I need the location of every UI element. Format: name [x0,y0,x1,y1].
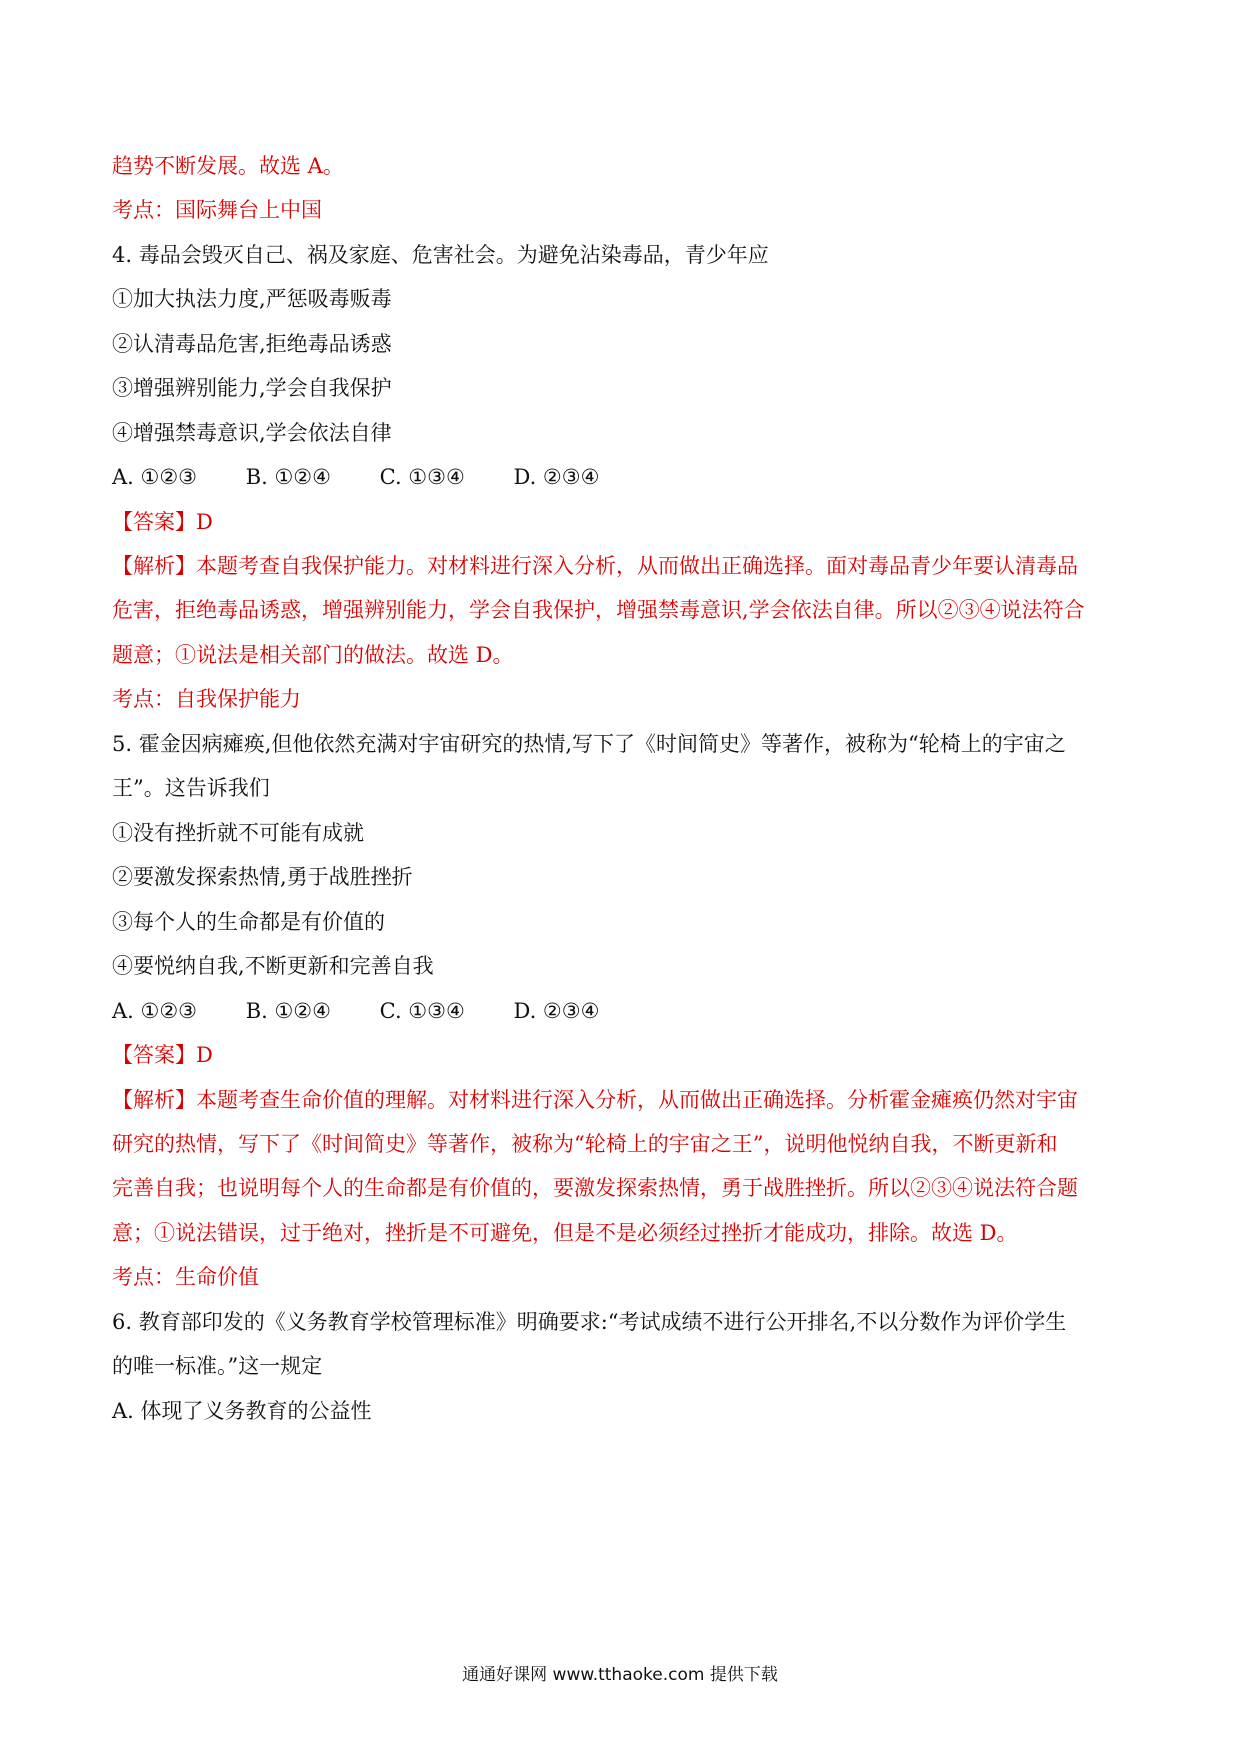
question-4-item: ①加大执法力度,严惩吸毒贩毒 [112,287,392,311]
question-5-stem: 王”。这告诉我们 [112,776,270,800]
question-4-options [112,461,641,493]
option-d: D. ②③④ [513,465,600,489]
text-line: 考点：国际舞台上中国 [112,198,322,222]
option-d: D. ②③④ [513,999,600,1023]
question-4-point: 考点：自我保护能力 [112,687,301,711]
question-5-stem: 5. 霍金因病瘫痪,但他依然充满对宇宙研究的热情,写下了《时间简史》等著作，被称为“轮椅上的宇宙之 [112,732,1066,756]
question-5-item: ②要激发探索热情,勇于战胜挫折 [112,865,413,889]
question-5-item: ③每个人的生命都是有价值的 [112,910,385,934]
text-line: 趋势不断发展。故选 A。 [112,154,344,178]
question-5-item: ④要悦纳自我,不断更新和完善自我 [112,954,434,978]
question-6-stem: 6. 教育部印发的《义务教育学校管理标准》明确要求:“考试成绩不进行公开排名,不以分数作为评价学生 [112,1310,1067,1334]
page-footer: 通通好课网 www.tthaoke.com 提供下载 [462,1665,778,1685]
option-c: C. ①③④ [379,999,465,1023]
question-4-item: ③增强辨别能力,学会自我保护 [112,376,392,400]
question-4-stem: 4. 毒品会毁灭自己、祸及家庭、危害社会。为避免沾染毒品，青少年应 [112,243,769,267]
option-b: B. ①②④ [245,465,331,489]
question-5-analysis-line: 完善自我；也说明每个人的生命都是有价值的，要激发探索热情，勇于战胜挫折。所以②③④说法符合题 [112,1176,1078,1200]
question-5-analysis-line: 研究的热情，写下了《时间简史》等著作，被称为“轮椅上的宇宙之王”，说明他悦纳自我，不断更新和 [112,1132,1058,1156]
question-5-analysis-line: 意；①说法错误，过于绝对，挫折是不可避免，但是不是必须经过挫折才能成功，排除。故选 D。 [112,1221,1018,1245]
option-b: B. ①②④ [245,999,331,1023]
question-6-option-a: A. 体现了义务教育的公益性 [112,1399,372,1423]
question-4-item: ④增强禁毒意识,学会依法自律 [112,421,392,445]
question-5-answer: 【答案】D [112,1043,213,1067]
question-4-analysis-line: 题意；①说法是相关部门的做法。故选 D。 [112,643,514,667]
question-5-options [112,995,641,1027]
option-a: A. ①②③ [112,999,197,1023]
question-4-answer: 【答案】D [112,510,213,534]
question-4-item: ②认清毒品危害,拒绝毒品诱惑 [112,332,392,356]
question-5-item: ①没有挫折就不可能有成就 [112,821,364,845]
question-4-analysis-line: 【解析】本题考查自我保护能力。对材料进行深入分析，从而做出正确选择。面对毒品青少年要认清毒品 [112,554,1078,578]
question-4-analysis-line: 危害，拒绝毒品诱惑，增强辨别能力，学会自我保护，增强禁毒意识,学会依法自律。所以②③④说法符合 [112,598,1085,622]
option-c: C. ①③④ [379,465,465,489]
option-a: A. ①②③ [112,465,197,489]
question-6-stem: 的唯一标准。”这一规定 [112,1354,323,1378]
question-5-analysis-line: 【解析】本题考查生命价值的理解。对材料进行深入分析，从而做出正确选择。分析霍金瘫痪仍然对宇宙 [112,1088,1078,1112]
question-5-point: 考点：生命价值 [112,1265,259,1289]
